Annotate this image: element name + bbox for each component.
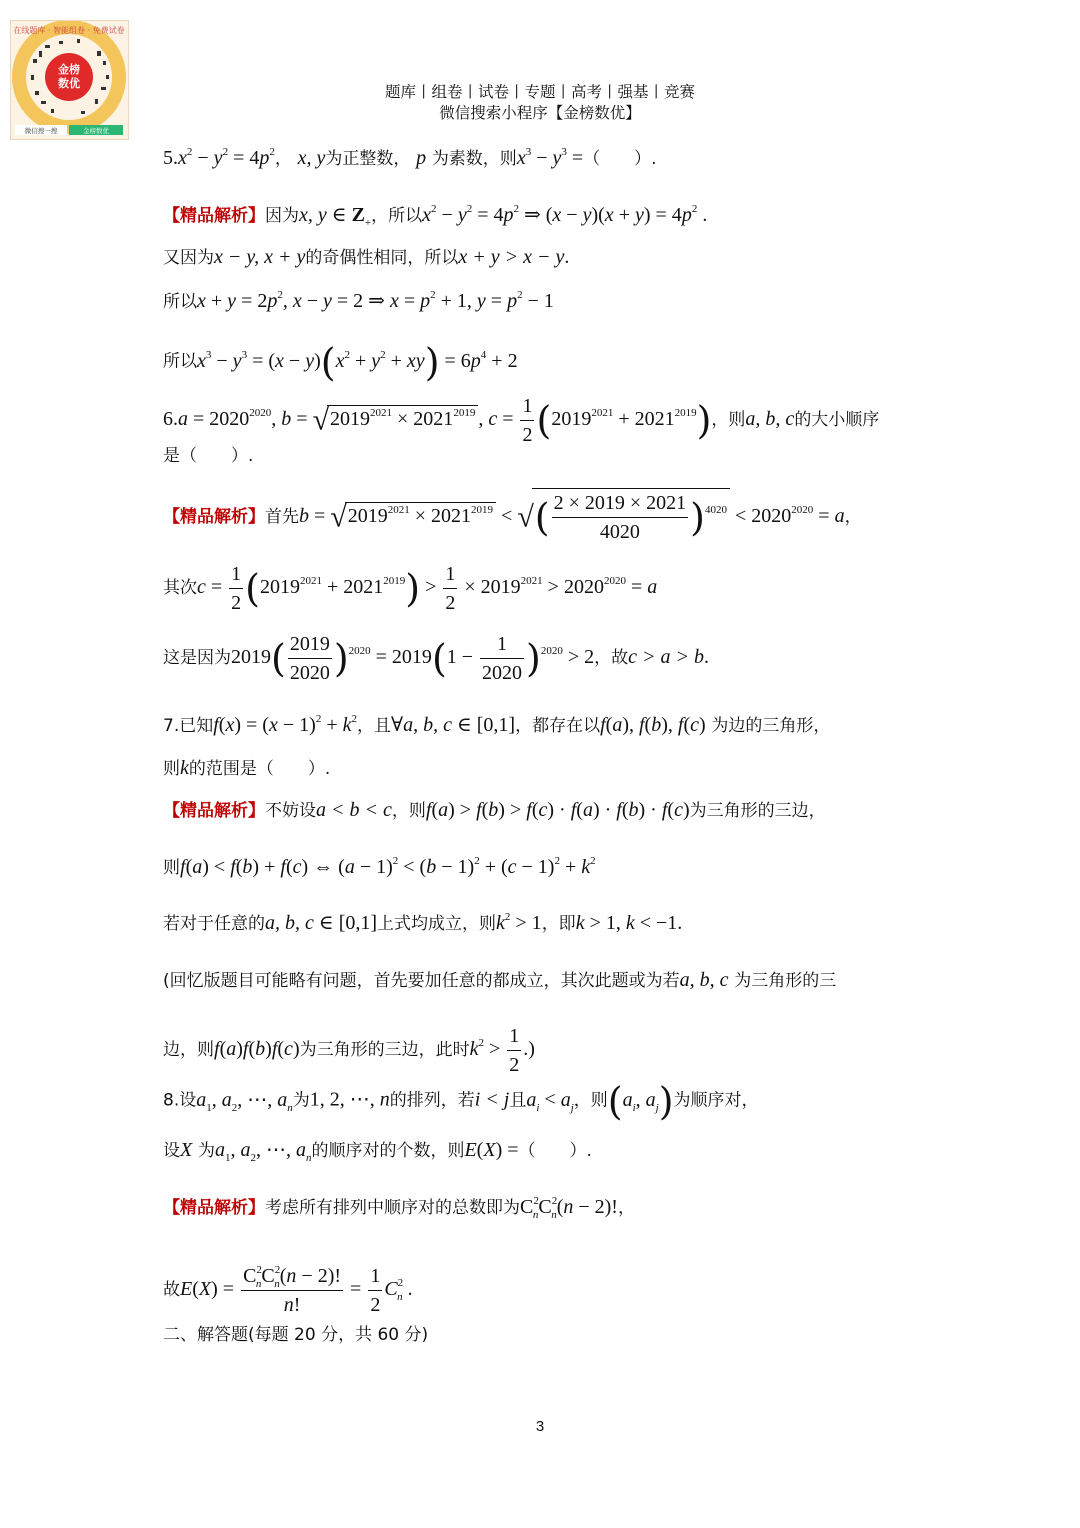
q8-text-7: 为	[197, 1141, 215, 1161]
page-number: 3	[535, 1418, 545, 1435]
a7-text-6: 上式均成立，则	[377, 914, 497, 934]
solution-tag: 【精品解析】	[163, 1198, 265, 1218]
q5-text-4: （ ）.	[583, 149, 657, 169]
a5-text-6: 所以	[163, 351, 197, 372]
q6-text-2: 的大小顺序	[794, 410, 880, 431]
qr-bottom-right: 金榜数优	[83, 127, 109, 135]
q6-text-1: ，则	[711, 410, 746, 431]
a7-text-4: 则	[163, 858, 180, 878]
a7-text-7: ，即	[541, 914, 576, 934]
q7-text-2: ，都存在以	[515, 716, 601, 736]
answer-7-note-2: 边，则f(a)f(b)f(c)为三角形的三边，此时$k^2$ > $\frac{1}{2}$ .)	[163, 1022, 535, 1079]
q5-text-3: 为素数，则	[431, 149, 517, 169]
question-7: 7.已知$f(x) = (x - 1)^2 + k^2$，且∀a, b, c ∈ [0,1]，都存在以f(a), f(b), f(c) 为边的三角形，	[163, 713, 831, 736]
a7-note-2b: 为三角形的三边，此时	[299, 1040, 470, 1061]
answer-7-line-1: 【精品解析】不妨设a < b < c，则f(a) > f(b) > f(c) · f(a) · f(b) · f(c)为三角形的三边，	[163, 799, 826, 821]
a6-text-2: 其次	[163, 578, 197, 599]
header-line-1: 题库丨组卷丨试卷丨专题丨高考丨强基丨竞赛	[384, 83, 695, 101]
answer-8-line-2: 故E(X) = $\frac{C^2_nC^2_n(n - 2)!}{n!}$ = $\frac{1}{2}$ $C^2_n$ .	[163, 1264, 413, 1316]
a7-text-3: 为三角形的三边，	[689, 801, 826, 821]
q8-text-1: 为	[292, 1090, 310, 1111]
a5-text-3: 又因为	[163, 248, 214, 268]
qr-center-text-2: 数优	[58, 77, 80, 90]
answer-7-line-2: 则f(a) < f(b) + f(c) ⇔ $(a - 1)^2 < (b - 1)^2 + (c - 1)^2 + k^2$	[163, 855, 596, 878]
a7-note-2: 边，则	[163, 1040, 214, 1061]
qr-bottom-left: 微信搜一搜	[24, 127, 58, 135]
question-6: $6.a = 2020^{2020}$, $b = √2019^{2021} \times 2021^{2019}$ , c = $\frac{1}{2}$ $(2019^{2021} + 2021^{2019})$，则a, b, c的大小顺序	[163, 392, 879, 449]
header-line-2: 微信搜索小程序【金榜数优】	[439, 104, 641, 122]
q5-number: 5.	[163, 147, 178, 169]
a8-text-1: 考虑所有排列中顺序对的总数即为	[265, 1198, 520, 1218]
solution-tag: 【精品解析】	[163, 801, 265, 821]
a6-text-3: 这是因为	[163, 648, 231, 669]
a6-text-4: ，故	[594, 648, 629, 669]
q7-text-1: ，且	[356, 716, 391, 736]
a5-text-2: ，所以	[371, 206, 423, 226]
answer-7-line-3: 若对于任意的a, b, c ∈ [0,1]上式均成立，则$k^2 > 1$，即k > 1, k < −1.	[163, 911, 683, 934]
a5-text-5: 所以	[163, 292, 197, 312]
a7-note-1b: 为三角形的三	[734, 971, 837, 991]
q8-text-8: 的顺序对的个数，则	[311, 1141, 465, 1161]
answer-5-line-1: 【精品解析】因为x, y ∈ $Z_+$，所以$x^2 - y^2 = 4p^2$ ⇒ $(x - y)(x + y) = 4p^2$ .	[163, 203, 708, 229]
q5-text-1: ，	[274, 149, 292, 169]
a7-text-1: 不妨设	[265, 801, 316, 821]
q7-text-4: 则	[163, 759, 180, 779]
q5-text-2: 为正整数，	[325, 149, 411, 169]
section-2-heading	[163, 1323, 428, 1347]
answer-6-line-2: 其次c = $\frac{1}{2}$ $(2019^{2021} + 2021^{2019})$ > $\frac{1}{2}$ × $2019^{2021} > 2020^{2020} = a$	[163, 560, 657, 617]
question-8: 8.设$a_1$, $a_2$, ⋯, $a_n$为1, 2, ⋯, n的排列，若i < j且$a_i < a_j$，则($a_i$, $a_j$)为顺序对，	[163, 1079, 759, 1123]
answer-6-line-3: 这是因为2019( $\frac{2019}{2020}$ )$^{2020}$ = 2019(1 − $\frac{1}{2020}$ )$^{2020}$ > 2，故c > a > b.	[163, 630, 709, 687]
q6-text-3: 是（ ）.	[163, 446, 254, 466]
question-5: $5.x^2 - y^2 = 4p^2$， x, y为正整数， p 为素数，则$x^3 - y^3$ =（ ）.	[163, 146, 657, 169]
question-7-cont: 则k的范围是（ ）.	[163, 757, 331, 779]
q7-text-3: 为边的三角形，	[711, 716, 831, 736]
q7-text-5: 的范围是（ ）.	[188, 759, 331, 779]
answer-8-line-1: 【精品解析】考虑所有排列中顺序对的总数即为$C^2_nC^2_n(n - 2)$!，	[163, 1195, 635, 1221]
solution-tag: 【精品解析】	[163, 206, 265, 226]
q6-number: 6.	[163, 408, 178, 431]
section-2-text: 二、解答题(每题 20 分，共 60 分)	[163, 1325, 429, 1345]
a8-text-2: 故	[163, 1280, 180, 1301]
a7-note-1: (回忆版题目可能略有问题，首先要加任意的都成立，其次此题或为若	[163, 971, 680, 991]
q8-text-6: 设	[163, 1141, 180, 1161]
q7-number: 7.已知	[163, 716, 214, 736]
q8-text-5: 为顺序对，	[673, 1090, 759, 1111]
a5-text-1: 因为	[265, 206, 299, 226]
q8-text-9: （ ）.	[518, 1141, 592, 1161]
q8-text-4: ，则	[573, 1090, 608, 1111]
a7-text-5: 若对于任意的	[163, 914, 265, 934]
a5-text-4: 的奇偶性相同，所以	[305, 248, 459, 268]
a7-text-2: ，则	[391, 801, 426, 821]
answer-5-line-3: 所以$x + y = 2p^2$, x − y = 2 ⇒ $x = p^2 + 1$, $y = p^2 - 1$	[163, 289, 554, 312]
a6-text-1: 首先	[265, 507, 299, 528]
answer-6-line-1: 【精品解析】首先$b = √2019^{2021} \times 2021^{2019}$ < √( $\frac{2 \times 2019 \times 2021}{4020}$ )$^{4020} < 2020^{2020} = a$，	[163, 488, 862, 546]
answer-5-line-4: 所以$x^3 - y^3 = (x - y)(x^2 + y^2 + xy) = 6p^4 + 2$	[163, 340, 518, 384]
answer-7-note-1: (回忆版题目可能略有问题，首先要加任意的都成立，其次此题或为若a, b, c 为三角形的三	[163, 969, 837, 991]
q8-text-3: 且	[509, 1090, 527, 1111]
qr-ring-text: 在线题库 · 智能组卷 · 免费试卷	[13, 26, 125, 35]
question-6-cont	[163, 444, 253, 468]
answer-5-line-2: 又因为x − y, x + y的奇偶性相同，所以x + y > x − y.	[163, 246, 570, 268]
q8-text-2: 的排列，若	[389, 1090, 475, 1111]
question-8-cont: 设X 为$a_1$, $a_2$, ⋯, $a_n$的顺序对的个数，则E(X) =（ ）.	[163, 1139, 592, 1164]
qr-center-text-1: 金榜	[58, 63, 80, 76]
q8-number: 8.设	[163, 1090, 197, 1111]
solution-tag: 【精品解析】	[163, 507, 265, 528]
